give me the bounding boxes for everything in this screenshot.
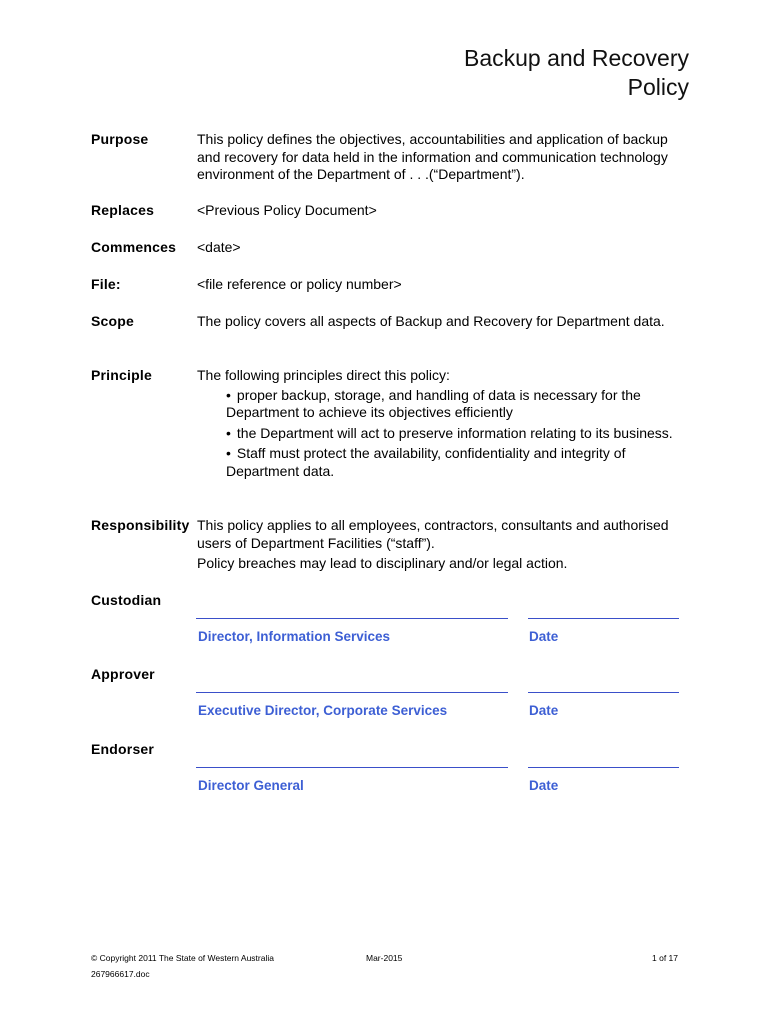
- endorser-label: Endorser: [91, 741, 155, 757]
- footer-filename: 267966617.doc: [91, 969, 150, 979]
- approver-name: Executive Director, Corporate Services: [198, 703, 448, 718]
- file-label: File:: [91, 276, 121, 292]
- bullet-icon: •: [226, 386, 231, 403]
- responsibility-text: This policy applies to all employees, contractors, consultants and authorised users of Department Facilities (“staff”).: [197, 517, 669, 551]
- title-line-2: Policy: [627, 74, 689, 100]
- purpose-label: Purpose: [91, 131, 149, 147]
- custodian-label: Custodian: [91, 592, 162, 608]
- custodian-name: Director, Information Services: [198, 629, 391, 644]
- purpose-text: This policy defines the objectives, accountabilities and application of backup and recovery for data held in the information and communication technology environment of the Department of . . .(“Department”).: [197, 131, 668, 182]
- endorser-name: Director General: [198, 778, 304, 793]
- replaces-label: Replaces: [91, 202, 155, 218]
- approver-signature-line: [196, 692, 508, 693]
- list-item: • the Department will act to preserve information relating to its business.: [226, 424, 673, 441]
- footer-date: Mar-2015: [366, 953, 403, 963]
- purpose-section: [91, 131, 691, 185]
- principle-label: Principle: [91, 367, 152, 383]
- footer-page-number: 1 of 17: [652, 953, 678, 963]
- approver-date-line: [528, 692, 679, 693]
- endorser-date-label: Date: [529, 778, 559, 793]
- responsibility-label: Responsibility: [91, 517, 190, 533]
- endorser-signature-line: [196, 767, 508, 768]
- custodian-signature-line: [196, 618, 508, 619]
- approver-label: Approver: [91, 666, 155, 682]
- replaces-text: <Previous Policy Document>: [197, 202, 377, 218]
- document-title: [289, 44, 689, 102]
- file-text: <file reference or policy number>: [197, 276, 402, 292]
- principle-list: [197, 387, 687, 481]
- footer-copyright: © Copyright 2011 The State of Western Australia: [91, 953, 274, 963]
- scope-text: The policy covers all aspects of Backup and Recovery for Department data.: [197, 313, 665, 329]
- custodian-date-label: Date: [529, 629, 559, 644]
- scope-label: Scope: [91, 313, 135, 329]
- list-item: • proper backup, storage, and handling of data is necessary for the Department to achieve its objectives efficiently: [226, 386, 641, 420]
- commences-text: <date>: [197, 239, 241, 255]
- principle-intro: The following principles direct this policy:: [197, 367, 450, 383]
- title-line-1: Backup and Recovery: [463, 45, 689, 71]
- endorser-date-line: [528, 767, 679, 768]
- approver-date-label: Date: [529, 703, 559, 718]
- custodian-date-line: [528, 618, 679, 619]
- commences-label: Commences: [91, 239, 177, 255]
- bullet-icon: •: [226, 445, 231, 461]
- responsibility-breach-text: Policy breaches may lead to disciplinary and/or legal action.: [197, 555, 568, 571]
- list-item: • Staff must protect the availability, confidentiality and integrity of Department data.: [226, 445, 626, 479]
- bullet-icon: •: [226, 424, 231, 441]
